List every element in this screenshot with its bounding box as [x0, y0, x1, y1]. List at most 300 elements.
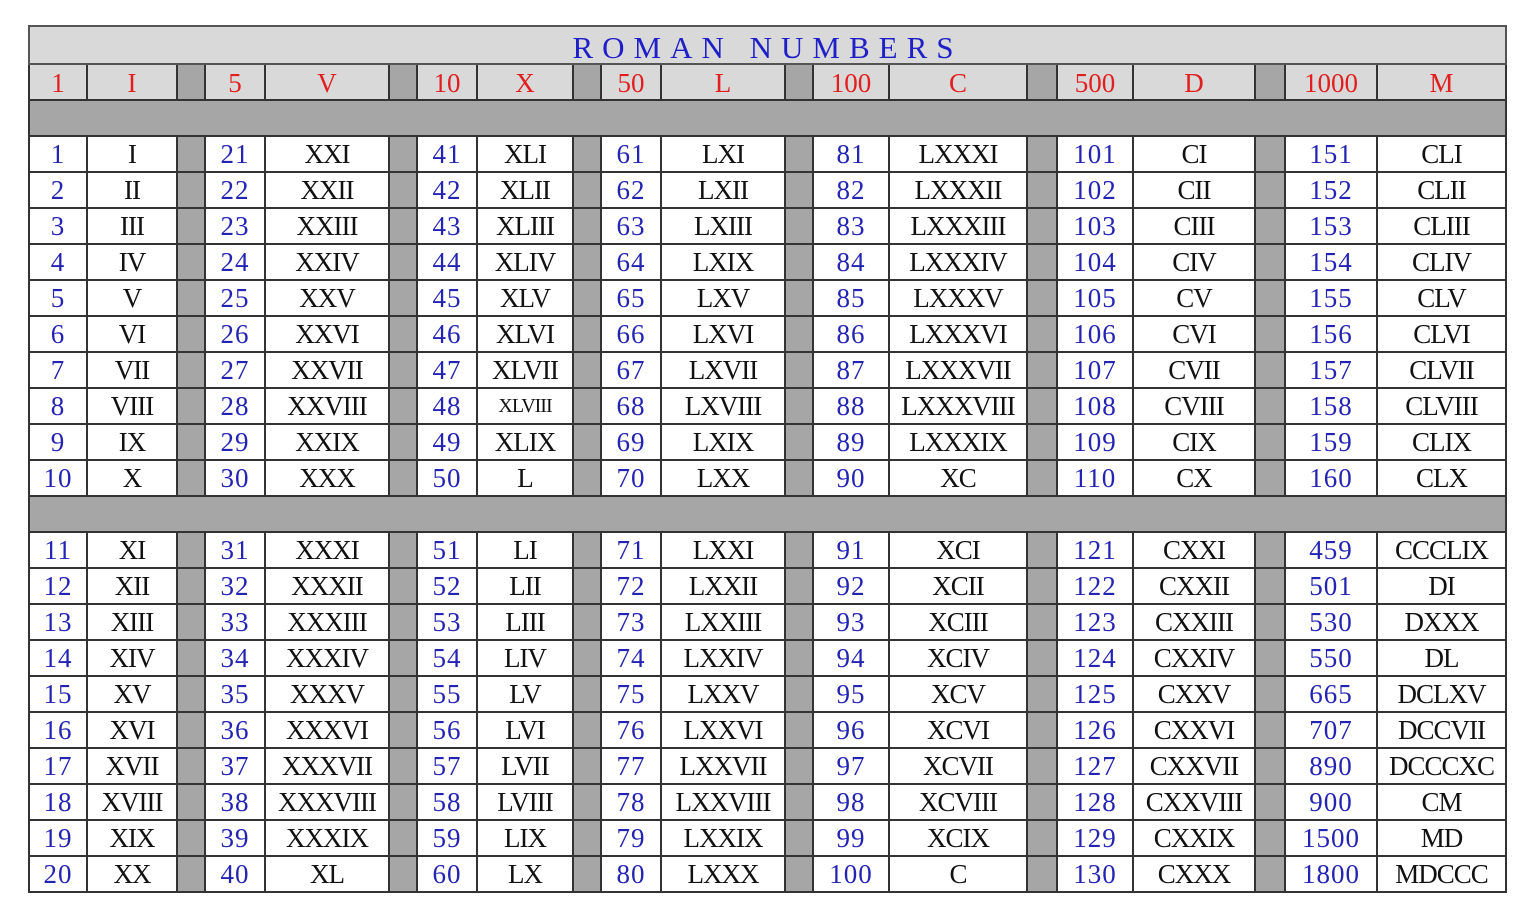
roman-numeral-cell: XCVI	[890, 713, 1028, 749]
arabic-number-cell: 72	[602, 569, 662, 605]
roman-numeral-cell: DI	[1378, 569, 1507, 605]
arabic-number-cell: 85	[814, 281, 890, 317]
arabic-number-cell: 91	[814, 533, 890, 569]
roman-numeral-cell: CI	[1134, 137, 1256, 173]
arabic-number-cell: 121	[1058, 533, 1134, 569]
arabic-number-cell: 21	[206, 137, 266, 173]
roman-numeral-cell: LII	[478, 569, 574, 605]
arabic-number-cell: 122	[1058, 569, 1134, 605]
roman-numeral-cell: CLI	[1378, 137, 1507, 173]
arabic-number-cell: 56	[418, 713, 478, 749]
roman-numeral-cell: CLIII	[1378, 209, 1507, 245]
roman-numeral-cell: LXXVII	[662, 749, 786, 785]
column-separator	[1256, 425, 1286, 461]
column-separator	[1028, 317, 1058, 353]
column-separator	[1028, 533, 1058, 569]
column-separator	[1256, 785, 1286, 821]
roman-numeral-cell: XXXI	[266, 533, 390, 569]
roman-numeral-cell: LXXVIII	[662, 785, 786, 821]
arabic-number-cell: 14	[28, 641, 88, 677]
roman-numeral-cell: CLVIII	[1378, 389, 1507, 425]
roman-numeral-cell: LXX	[662, 461, 786, 497]
roman-numeral-cell: CLII	[1378, 173, 1507, 209]
arabic-number-cell: 26	[206, 317, 266, 353]
arabic-number-cell: 39	[206, 821, 266, 857]
roman-numeral-cell: LIX	[478, 821, 574, 857]
column-separator	[1028, 353, 1058, 389]
roman-numeral-cell: CXXII	[1134, 569, 1256, 605]
arabic-number-cell: 90	[814, 461, 890, 497]
arabic-number-cell: 80	[602, 857, 662, 893]
arabic-number-cell: 7	[28, 353, 88, 389]
column-separator	[574, 281, 602, 317]
roman-numeral-cell: DXXX	[1378, 605, 1507, 641]
roman-numeral-cell: XXXVI	[266, 713, 390, 749]
arabic-number-cell: 129	[1058, 821, 1134, 857]
arabic-number-cell: 3	[28, 209, 88, 245]
roman-numeral-cell: XLIV	[478, 245, 574, 281]
column-separator	[574, 533, 602, 569]
roman-numeral-cell: IX	[88, 425, 178, 461]
roman-numeral-cell: LXXXIX	[890, 425, 1028, 461]
roman-numeral-cell: LIII	[478, 605, 574, 641]
arabic-number-cell: 81	[814, 137, 890, 173]
column-separator	[1256, 569, 1286, 605]
arabic-number-cell: 27	[206, 353, 266, 389]
arabic-number-cell: 86	[814, 317, 890, 353]
arabic-number-cell: 29	[206, 425, 266, 461]
column-separator	[1028, 281, 1058, 317]
arabic-number-cell: 41	[418, 137, 478, 173]
arabic-number-cell: 32	[206, 569, 266, 605]
column-separator	[574, 821, 602, 857]
roman-numeral-cell: MDCCC	[1378, 857, 1507, 893]
column-separator	[1028, 857, 1058, 893]
arabic-number-cell: 77	[602, 749, 662, 785]
arabic-number-cell: 58	[418, 785, 478, 821]
arabic-number-cell: 159	[1286, 425, 1378, 461]
arabic-number-cell: 95	[814, 677, 890, 713]
column-separator	[1256, 605, 1286, 641]
roman-numeral-cell: XLI	[478, 137, 574, 173]
arabic-number-cell: 2	[28, 173, 88, 209]
arabic-number-cell: 106	[1058, 317, 1134, 353]
column-separator	[390, 857, 418, 893]
arabic-number-cell: 550	[1286, 641, 1378, 677]
column-separator	[786, 317, 814, 353]
arabic-number-cell: 152	[1286, 173, 1378, 209]
column-separator	[178, 749, 206, 785]
column-separator	[178, 65, 206, 101]
arabic-number-cell: 37	[206, 749, 266, 785]
column-separator	[178, 785, 206, 821]
column-separator	[786, 425, 814, 461]
table-row	[28, 281, 1507, 317]
roman-numeral-cell: XIII	[88, 605, 178, 641]
roman-numeral-cell: DCCCXC	[1378, 749, 1507, 785]
arabic-number-cell: 107	[1058, 353, 1134, 389]
roman-numeral-cell: LXV	[662, 281, 786, 317]
column-separator	[574, 425, 602, 461]
arabic-number-cell: 94	[814, 641, 890, 677]
arabic-number-cell: 74	[602, 641, 662, 677]
arabic-number-cell: 103	[1058, 209, 1134, 245]
arabic-number-cell: 92	[814, 569, 890, 605]
arabic-number-cell: 51	[418, 533, 478, 569]
header-roman: D	[1134, 65, 1256, 101]
roman-numeral-cell: XCII	[890, 569, 1028, 605]
roman-numeral-cell: LXXXVII	[890, 353, 1028, 389]
arabic-number-cell: 124	[1058, 641, 1134, 677]
column-separator	[390, 389, 418, 425]
arabic-number-cell: 126	[1058, 713, 1134, 749]
roman-numeral-cell: LVIII	[478, 785, 574, 821]
roman-numeral-cell: XXVIII	[266, 389, 390, 425]
column-separator	[178, 605, 206, 641]
table-row	[28, 785, 1507, 821]
arabic-number-cell: 890	[1286, 749, 1378, 785]
column-separator	[1028, 605, 1058, 641]
arabic-number-cell: 63	[602, 209, 662, 245]
arabic-number-cell: 64	[602, 245, 662, 281]
roman-numeral-cell: VII	[88, 353, 178, 389]
arabic-number-cell: 1	[28, 137, 88, 173]
arabic-number-cell: 61	[602, 137, 662, 173]
roman-numeral-cell: II	[88, 173, 178, 209]
arabic-number-cell: 30	[206, 461, 266, 497]
roman-numeral-cell: XXXVII	[266, 749, 390, 785]
arabic-number-cell: 13	[28, 605, 88, 641]
column-separator	[1256, 641, 1286, 677]
roman-numeral-cell: XXXV	[266, 677, 390, 713]
arabic-number-cell: 73	[602, 605, 662, 641]
column-separator	[178, 713, 206, 749]
column-separator	[1256, 245, 1286, 281]
table-body	[28, 101, 1507, 893]
column-separator	[1256, 209, 1286, 245]
arabic-number-cell: 57	[418, 749, 478, 785]
header-roman: C	[890, 65, 1028, 101]
roman-numeral-cell: LXVIII	[662, 389, 786, 425]
column-separator	[390, 281, 418, 317]
roman-numeral-cell: XXVII	[266, 353, 390, 389]
header-number: 1000	[1286, 65, 1378, 101]
arabic-number-cell: 101	[1058, 137, 1134, 173]
column-separator	[390, 641, 418, 677]
column-separator	[1256, 281, 1286, 317]
column-separator	[1028, 569, 1058, 605]
roman-numeral-cell: XXI	[266, 137, 390, 173]
arabic-number-cell: 69	[602, 425, 662, 461]
column-separator	[786, 353, 814, 389]
roman-numeral-cell: XV	[88, 677, 178, 713]
roman-numeral-cell: LXXXVI	[890, 317, 1028, 353]
arabic-number-cell: 60	[418, 857, 478, 893]
column-separator	[178, 533, 206, 569]
table-row	[28, 425, 1507, 461]
column-separator	[178, 461, 206, 497]
roman-numeral-cell: XII	[88, 569, 178, 605]
table-row	[28, 857, 1507, 893]
arabic-number-cell: 68	[602, 389, 662, 425]
column-separator	[390, 353, 418, 389]
roman-numeral-cell: XXII	[266, 173, 390, 209]
column-separator	[786, 173, 814, 209]
arabic-number-cell: 47	[418, 353, 478, 389]
arabic-number-cell: 22	[206, 173, 266, 209]
roman-numeral-cell: XVII	[88, 749, 178, 785]
column-separator	[574, 209, 602, 245]
column-separator	[786, 605, 814, 641]
column-separator	[390, 317, 418, 353]
roman-numeral-cell: XXIV	[266, 245, 390, 281]
column-separator	[786, 209, 814, 245]
roman-numeral-cell: LXI	[662, 137, 786, 173]
column-separator	[574, 137, 602, 173]
column-separator	[178, 821, 206, 857]
column-separator	[178, 209, 206, 245]
arabic-number-cell: 128	[1058, 785, 1134, 821]
arabic-number-cell: 70	[602, 461, 662, 497]
column-separator	[1256, 353, 1286, 389]
column-separator	[390, 137, 418, 173]
roman-numeral-cell: XXV	[266, 281, 390, 317]
column-separator	[786, 821, 814, 857]
roman-numeral-cell: LVII	[478, 749, 574, 785]
roman-numeral-cell: XLIII	[478, 209, 574, 245]
arabic-number-cell: 45	[418, 281, 478, 317]
arabic-number-cell: 49	[418, 425, 478, 461]
arabic-number-cell: 17	[28, 749, 88, 785]
arabic-number-cell: 88	[814, 389, 890, 425]
roman-numeral-cell: LXXIX	[662, 821, 786, 857]
column-separator	[574, 713, 602, 749]
arabic-number-cell: 160	[1286, 461, 1378, 497]
column-separator	[1256, 821, 1286, 857]
roman-numeral-cell: IV	[88, 245, 178, 281]
column-separator	[178, 173, 206, 209]
arabic-number-cell: 11	[28, 533, 88, 569]
roman-numeral-cell: LXXXI	[890, 137, 1028, 173]
roman-numeral-cell: LVI	[478, 713, 574, 749]
arabic-number-cell: 89	[814, 425, 890, 461]
roman-numeral-cell: XXIII	[266, 209, 390, 245]
roman-numeral-cell: CLVI	[1378, 317, 1507, 353]
arabic-number-cell: 4	[28, 245, 88, 281]
arabic-number-cell: 23	[206, 209, 266, 245]
arabic-number-cell: 459	[1286, 533, 1378, 569]
roman-numeral-cell: XCVIII	[890, 785, 1028, 821]
roman-numeral-cell: LXXI	[662, 533, 786, 569]
header-roman: V	[266, 65, 390, 101]
column-separator	[178, 317, 206, 353]
column-separator	[574, 317, 602, 353]
roman-numeral-cell: XXIX	[266, 425, 390, 461]
table-row	[28, 353, 1507, 389]
column-separator	[390, 677, 418, 713]
table-row	[28, 749, 1507, 785]
arabic-number-cell: 82	[814, 173, 890, 209]
roman-numeral-cell: CXXIX	[1134, 821, 1256, 857]
arabic-number-cell: 76	[602, 713, 662, 749]
column-separator	[390, 173, 418, 209]
column-separator	[390, 605, 418, 641]
arabic-number-cell: 157	[1286, 353, 1378, 389]
arabic-number-cell: 151	[1286, 137, 1378, 173]
arabic-number-cell: 48	[418, 389, 478, 425]
roman-numeral-cell: LV	[478, 677, 574, 713]
roman-numeral-cell: XCIV	[890, 641, 1028, 677]
roman-numeral-cell: LXII	[662, 173, 786, 209]
arabic-number-cell: 71	[602, 533, 662, 569]
arabic-number-cell: 24	[206, 245, 266, 281]
roman-numeral-cell: XC	[890, 461, 1028, 497]
column-separator	[1028, 389, 1058, 425]
roman-numeral-cell: CV	[1134, 281, 1256, 317]
arabic-number-cell: 501	[1286, 569, 1378, 605]
arabic-number-cell: 5	[28, 281, 88, 317]
roman-numeral-cell: XL	[266, 857, 390, 893]
roman-numeral-cell: DL	[1378, 641, 1507, 677]
column-separator	[1028, 677, 1058, 713]
table-row	[28, 821, 1507, 857]
roman-numbers-table	[28, 25, 1507, 893]
roman-numeral-cell: CXXIV	[1134, 641, 1256, 677]
column-separator	[390, 569, 418, 605]
roman-numeral-cell: XXVI	[266, 317, 390, 353]
roman-numeral-cell: MD	[1378, 821, 1507, 857]
arabic-number-cell: 78	[602, 785, 662, 821]
column-separator	[1028, 425, 1058, 461]
arabic-number-cell: 155	[1286, 281, 1378, 317]
column-separator	[786, 533, 814, 569]
column-separator	[574, 461, 602, 497]
roman-numeral-cell: XXXIII	[266, 605, 390, 641]
column-separator	[1028, 641, 1058, 677]
column-separator	[1028, 785, 1058, 821]
arabic-number-cell: 15	[28, 677, 88, 713]
roman-numeral-cell: XCIII	[890, 605, 1028, 641]
column-separator	[1256, 857, 1286, 893]
roman-numeral-cell: CXXIII	[1134, 605, 1256, 641]
column-separator	[786, 641, 814, 677]
roman-numeral-cell: LXIII	[662, 209, 786, 245]
arabic-number-cell: 42	[418, 173, 478, 209]
roman-numeral-cell: CVI	[1134, 317, 1256, 353]
arabic-number-cell: 19	[28, 821, 88, 857]
column-separator	[390, 713, 418, 749]
column-separator	[1256, 677, 1286, 713]
arabic-number-cell: 900	[1286, 785, 1378, 821]
arabic-number-cell: 110	[1058, 461, 1134, 497]
arabic-number-cell: 96	[814, 713, 890, 749]
arabic-number-cell: 35	[206, 677, 266, 713]
header-number: 5	[206, 65, 266, 101]
roman-numeral-cell: XXXVIII	[266, 785, 390, 821]
roman-numeral-cell: III	[88, 209, 178, 245]
arabic-number-cell: 67	[602, 353, 662, 389]
table-row	[28, 317, 1507, 353]
column-separator	[1028, 65, 1058, 101]
column-separator	[574, 173, 602, 209]
roman-numeral-cell: CVII	[1134, 353, 1256, 389]
arabic-number-cell: 43	[418, 209, 478, 245]
column-separator	[1028, 461, 1058, 497]
roman-numeral-cell: XVIII	[88, 785, 178, 821]
arabic-number-cell: 34	[206, 641, 266, 677]
column-separator	[1028, 209, 1058, 245]
column-separator	[1028, 137, 1058, 173]
roman-numeral-cell: LXXII	[662, 569, 786, 605]
roman-numeral-cell: CM	[1378, 785, 1507, 821]
column-separator	[786, 245, 814, 281]
column-separator	[390, 461, 418, 497]
roman-numeral-cell: LXXXVIII	[890, 389, 1028, 425]
column-separator	[390, 425, 418, 461]
roman-numeral-cell: CIII	[1134, 209, 1256, 245]
roman-numeral-cell: XLII	[478, 173, 574, 209]
column-separator	[574, 677, 602, 713]
arabic-number-cell: 36	[206, 713, 266, 749]
roman-numeral-cell: XCV	[890, 677, 1028, 713]
column-separator	[1028, 713, 1058, 749]
column-separator	[574, 749, 602, 785]
arabic-number-cell: 6	[28, 317, 88, 353]
roman-numeral-cell: XVI	[88, 713, 178, 749]
arabic-number-cell: 707	[1286, 713, 1378, 749]
arabic-number-cell: 66	[602, 317, 662, 353]
roman-numeral-cell: LX	[478, 857, 574, 893]
arabic-number-cell: 93	[814, 605, 890, 641]
arabic-number-cell: 97	[814, 749, 890, 785]
roman-numeral-cell: DCLXV	[1378, 677, 1507, 713]
roman-numeral-cell: XLVII	[478, 353, 574, 389]
roman-numeral-cell: CLV	[1378, 281, 1507, 317]
roman-numeral-cell: VIII	[88, 389, 178, 425]
table-row	[28, 137, 1507, 173]
column-separator	[1028, 821, 1058, 857]
roman-numeral-cell: CIV	[1134, 245, 1256, 281]
arabic-number-cell: 33	[206, 605, 266, 641]
arabic-number-cell: 130	[1058, 857, 1134, 893]
roman-numeral-cell: LXVII	[662, 353, 786, 389]
roman-numeral-cell: VI	[88, 317, 178, 353]
arabic-number-cell: 105	[1058, 281, 1134, 317]
table-row	[28, 641, 1507, 677]
roman-numeral-cell: DCCVII	[1378, 713, 1507, 749]
header-number: 500	[1058, 65, 1134, 101]
column-separator	[574, 785, 602, 821]
column-separator	[1028, 173, 1058, 209]
roman-numeral-cell: LXXXIV	[890, 245, 1028, 281]
arabic-number-cell: 25	[206, 281, 266, 317]
roman-numeral-cell: XLVI	[478, 317, 574, 353]
arabic-number-cell: 75	[602, 677, 662, 713]
arabic-number-cell: 156	[1286, 317, 1378, 353]
roman-numeral-cell: XLIX	[478, 425, 574, 461]
column-separator	[390, 749, 418, 785]
roman-numeral-cell: CLIV	[1378, 245, 1507, 281]
arabic-number-cell: 46	[418, 317, 478, 353]
arabic-number-cell: 44	[418, 245, 478, 281]
roman-numeral-cell: LI	[478, 533, 574, 569]
arabic-number-cell: 125	[1058, 677, 1134, 713]
roman-numeral-cell: CXXX	[1134, 857, 1256, 893]
header-row	[28, 65, 1507, 101]
table-row	[28, 569, 1507, 605]
arabic-number-cell: 52	[418, 569, 478, 605]
arabic-number-cell: 154	[1286, 245, 1378, 281]
